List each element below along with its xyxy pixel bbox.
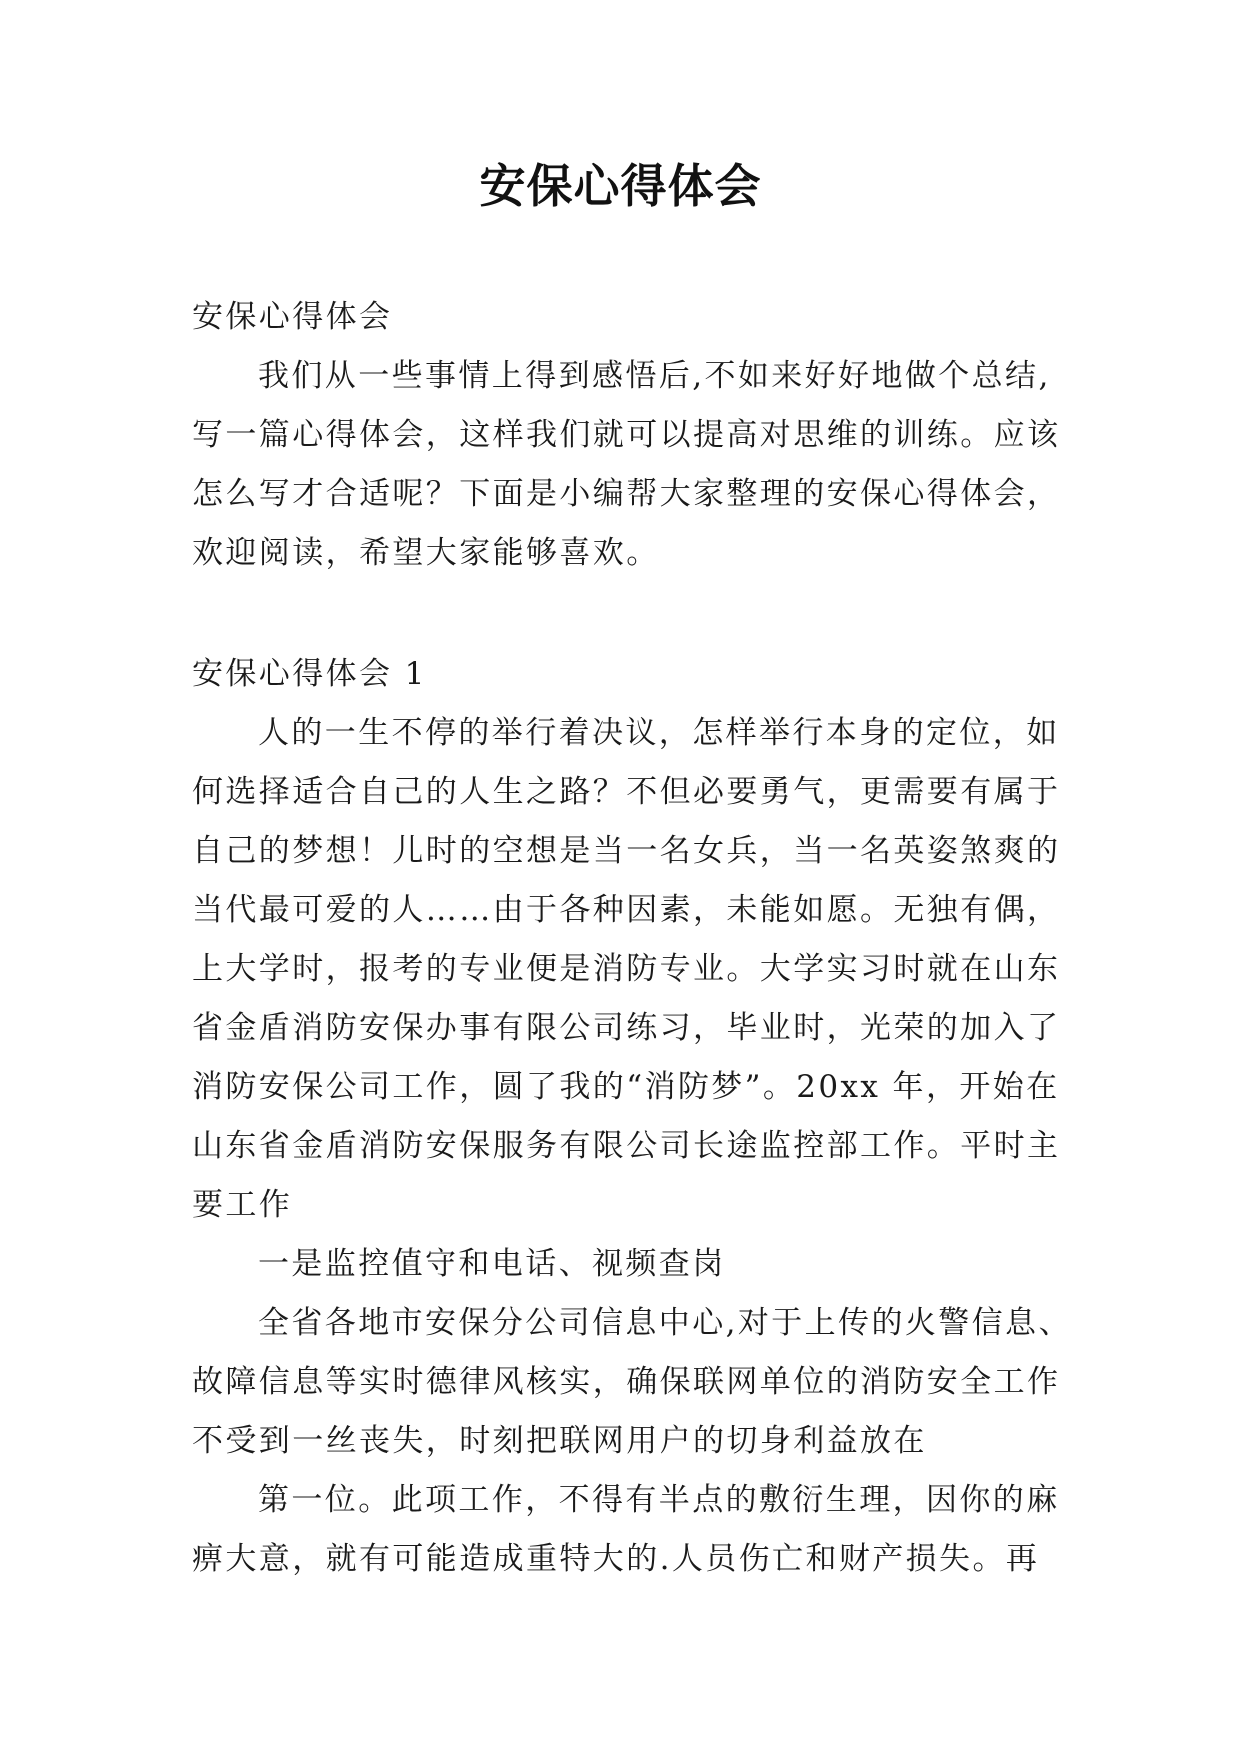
paragraph-line: 全省各地市安保分公司信息中心,对于上传的火警信息、 (258, 1305, 1072, 1341)
intro-paragraph (192, 347, 1072, 583)
paragraph-line: 自己的梦想！儿时的空想是当一名女兵，当一名英姿煞爽的 (192, 833, 1061, 869)
paragraph-line: 痹大意，就有可能造成重特大的.人员伤亡和财产损失。再 (192, 1541, 1040, 1577)
paragraph-line: 欢迎阅读，希望大家能够喜欢。 (192, 535, 660, 571)
paragraph-line: 要工作 (192, 1187, 293, 1223)
paragraph-line: 山东省金盾消防安保服务有限公司长途监控部工作。平时主 (192, 1128, 1061, 1164)
section-spacer (192, 583, 1072, 645)
paragraph-line: 省金盾消防安保办事有限公司练习，毕业时，光荣的加入了 (192, 1010, 1061, 1046)
section1-paragraph (192, 704, 1072, 1235)
document-title: 安保心得体会 (479, 159, 762, 213)
document-body (192, 288, 1072, 1589)
list-item: 一是监控值守和电话、视频查岗 (258, 1246, 726, 1282)
paragraph-line: 第一位。此项工作，不得有半点的敷衍生理，因你的麻 (258, 1482, 1060, 1518)
paragraph-line: 我们从一些事情上得到感悟后,不如来好好地做个总结, (258, 358, 1051, 394)
section1-paragraph-2 (192, 1294, 1072, 1471)
paragraph-line: 故障信息等实时德律风核实，确保联网单位的消防安全工作 (192, 1364, 1061, 1400)
paragraph-line: 当代最可爱的人……由于各种因素，未能如愿。无独有偶， (192, 892, 1061, 928)
paragraph-line: 消防安保公司工作，圆了我的“消防梦”。20xx 年，开始在 (192, 1069, 1060, 1105)
section1-paragraph-3 (192, 1471, 1072, 1589)
paragraph-line: 怎么写才合适呢？下面是小编帮大家整理的安保心得体会， (192, 476, 1061, 512)
intro-heading: 安保心得体会 (192, 299, 393, 335)
section-heading: 安保心得体会 1 (192, 656, 427, 692)
paragraph-line: 人的一生不停的举行着决议，怎样举行本身的定位，如 (258, 715, 1060, 751)
paragraph-line: 写一篇心得体会，这样我们就可以提高对思维的训练。应该 (192, 417, 1061, 453)
paragraph-line: 不受到一丝丧失，时刻把联网用户的切身利益放在 (192, 1423, 927, 1459)
paragraph-line: 何选择适合自己的人生之路？不但必要勇气，更需要有属于 (192, 774, 1061, 810)
paragraph-line: 上大学时，报考的专业便是消防专业。大学实习时就在山东 (192, 951, 1061, 987)
